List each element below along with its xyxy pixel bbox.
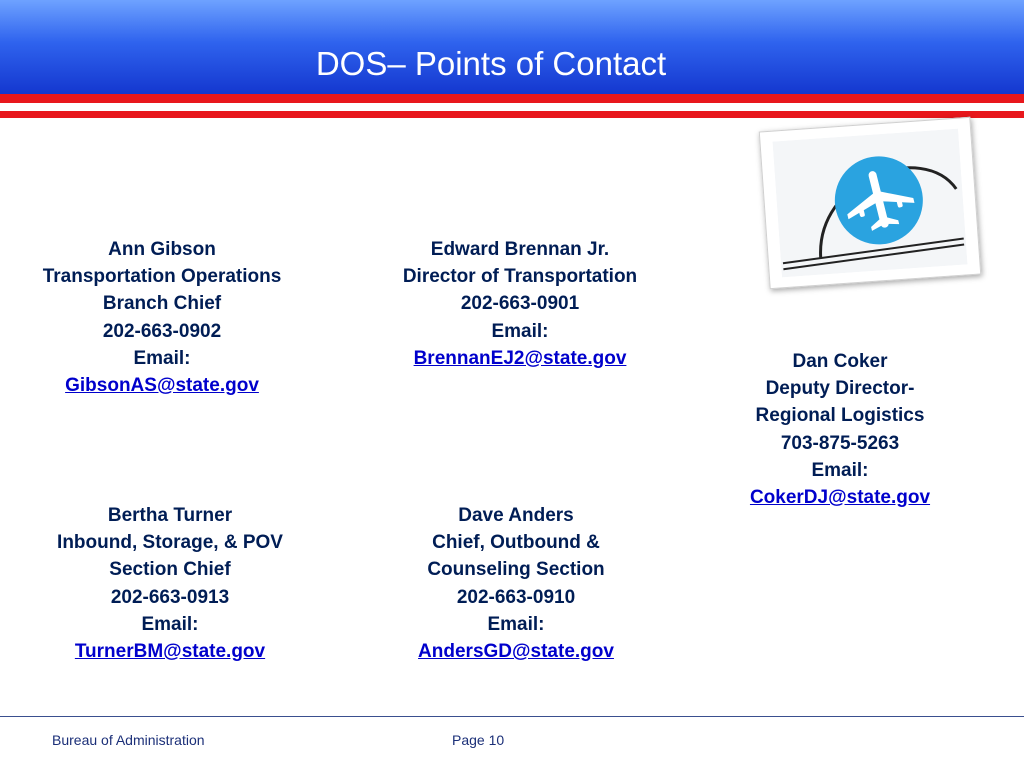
contact-bertha-turner	[16, 502, 324, 665]
contact-phone: 202-663-0913	[110, 586, 230, 608]
contact-dan-coker	[686, 348, 994, 511]
contact-email-link[interactable]: BrennanEJ2@state.gov	[413, 347, 627, 369]
contact-email-label: Email:	[491, 320, 549, 342]
contact-email-link[interactable]: GibsonAS@state.gov	[65, 375, 259, 397]
contact-role: Transportation Operations	[42, 266, 282, 288]
contact-name: Bertha Turner	[107, 505, 233, 526]
contact-email-link[interactable]: TurnerBM@state.gov	[74, 641, 266, 663]
contact-role: Inbound, Storage, & POV	[57, 532, 283, 554]
contact-name: Dave Anders	[458, 505, 574, 526]
footer-divider	[0, 716, 1024, 717]
contact-role: Counseling Section	[427, 559, 605, 581]
contact-email-link[interactable]: AndersGD@state.gov	[418, 641, 614, 663]
contact-phone: 202-663-0910	[456, 586, 576, 608]
contact-role: Deputy Director-	[765, 378, 915, 400]
contact-phone: 703-875-5263	[780, 432, 900, 454]
contact-email-link[interactable]: CokerDJ@state.gov	[749, 487, 931, 509]
contact-email-label: Email:	[133, 347, 191, 369]
airplane-icon	[772, 129, 967, 278]
contact-role: Section Chief	[109, 559, 231, 581]
contact-role: Director of Transportation	[402, 266, 638, 288]
slide-title: DOS– Points of Contact	[315, 45, 667, 82]
contact-name: Edward Brennan Jr.	[430, 239, 610, 260]
contact-phone: 202-663-0901	[460, 293, 580, 315]
footer-organization: Bureau of Administration	[52, 732, 205, 748]
header-stripe-white	[0, 103, 1024, 111]
contact-name: Ann Gibson	[108, 239, 216, 260]
header-stripe-red-bottom	[0, 111, 1024, 118]
contact-name: Dan Coker	[792, 351, 888, 372]
contact-role: Regional Logistics	[755, 405, 925, 427]
contact-email-label: Email:	[487, 613, 545, 635]
contact-role: Branch Chief	[102, 293, 222, 315]
contact-ann-gibson	[8, 236, 316, 399]
contact-email-label: Email:	[141, 613, 199, 635]
header-stripe-red-top	[0, 94, 1024, 103]
contact-role: Chief, Outbound &	[432, 532, 600, 554]
contact-edward-brennan	[366, 236, 674, 372]
contact-email-label: Email:	[811, 459, 869, 481]
header-banner	[0, 0, 1024, 94]
footer-page-number: Page 10	[452, 732, 505, 748]
airplane-photo	[759, 117, 982, 289]
contact-phone: 202-663-0902	[102, 320, 222, 342]
contact-dave-anders	[362, 502, 670, 665]
